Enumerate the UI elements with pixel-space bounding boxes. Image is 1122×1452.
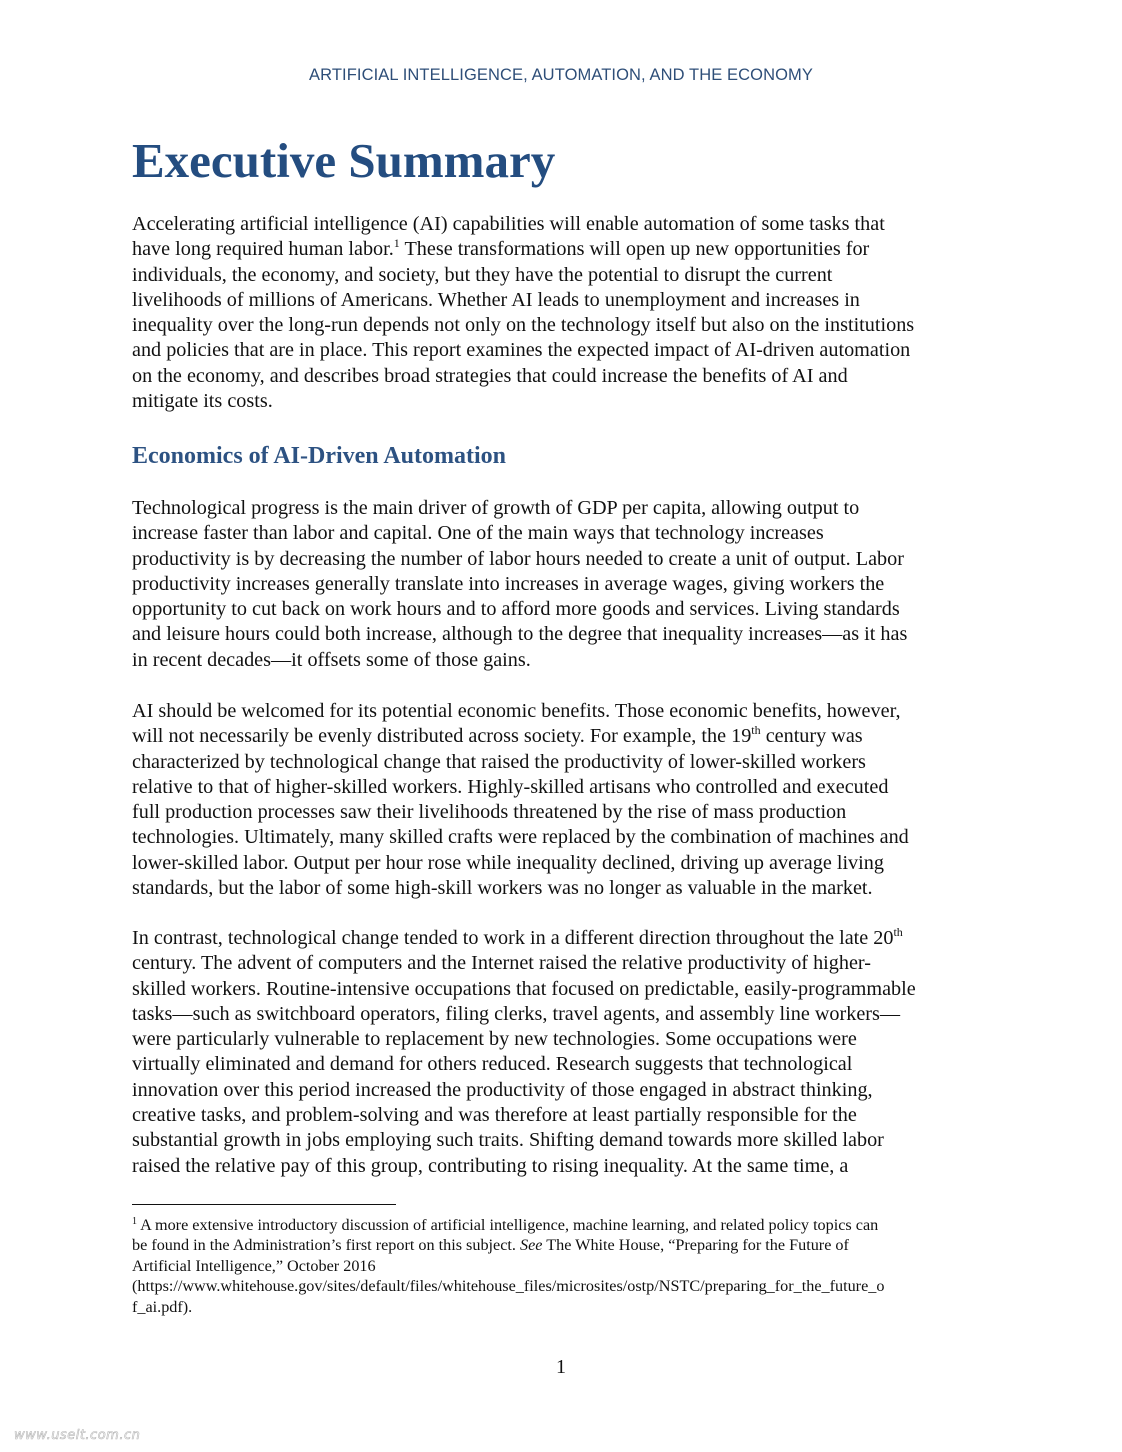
section-heading: Economics of AI-Driven Automation xyxy=(132,443,506,469)
text-line: skilled workers. Routine-intensive occupations that focused on predictable, easily-programmable xyxy=(132,977,916,1000)
ordinal-suffix: th xyxy=(751,723,761,738)
page-number: 1 xyxy=(556,1356,566,1378)
text-line: on the economy, and describes broad strategies that could increase the benefits of AI and xyxy=(132,364,848,387)
text-line: full production processes saw their livelihoods threatened by the rise of mass production xyxy=(132,801,847,824)
text-line: raised the relative pay of this group, contributing to rising inequality. At the same time, a xyxy=(132,1154,849,1177)
footnote-ref-1[interactable]: 1 xyxy=(393,236,400,251)
text-line: In contrast, technological change tended to work in a different direction throughout the late 20th xyxy=(132,925,903,949)
text-line: productivity is by decreasing the number of labor hours needed to create a unit of output. Labor xyxy=(132,547,904,570)
ordinal-suffix: th xyxy=(893,925,903,939)
text-line: opportunity to cut back on work hours and to afford more goods and services. Living standards xyxy=(132,598,900,621)
text-line: standards, but the labor of some high-skill workers was no longer as valuable in the market. xyxy=(132,877,873,900)
text-line: AI should be welcomed for its potential economic benefits. Those economic benefits, however, xyxy=(132,700,901,722)
text-line: in recent decades—it offsets some of those gains. xyxy=(132,648,531,671)
text-line: were particularly vulnerable to replacement by new technologies. Some occupations were xyxy=(132,1028,857,1051)
paragraph-20th-century xyxy=(132,926,1002,1179)
text-line: livelihoods of millions of Americans. Whether AI leads to unemployment and increases in xyxy=(132,288,860,311)
text-line: tasks—such as switchboard operators, filing clerks, travel agents, and assembly line workers— xyxy=(132,1002,901,1025)
text-line: Technological progress is the main driver of growth of GDP per capita, allowing output to xyxy=(132,497,860,519)
footnote-url[interactable]: (https://www.whitehouse.gov/sites/default/files/whitehouse_files/microsites/ostp/NSTC/preparing_for_the_future_o xyxy=(132,1277,885,1296)
text-line: and leisure hours could both increase, although to the degree that inequality increases—as it has xyxy=(132,623,908,646)
text-line: mitigate its costs. xyxy=(132,390,273,413)
footnote-number: 1 xyxy=(132,1216,137,1227)
text-line: $^1$ A more extensive introductory discussion of artificial intelligence, machine learning, and related policy topics can xyxy=(132,1216,879,1234)
text-line: creative tasks, and problem-solving and was therefore at least partially responsible for the xyxy=(132,1104,857,1127)
page-title: Executive Summary xyxy=(132,133,556,188)
footnote-1 xyxy=(132,1215,1002,1317)
text-line: and policies that are in place. This report examines the expected impact of AI-driven automation xyxy=(132,339,911,362)
text-line: be found in the Administration’s first report on this subject. See The White House, “Preparing for the Future of xyxy=(132,1236,849,1255)
text-line: technologies. Ultimately, many skilled crafts were replaced by the combination of machines and xyxy=(132,826,909,849)
running-header: ARTIFICIAL INTELLIGENCE, AUTOMATION, AND THE ECONOMY xyxy=(309,66,813,84)
text-line: productivity increases generally translate into increases in average wages, giving workers the xyxy=(132,572,885,595)
watermark: www.useit.com.cn xyxy=(14,1428,141,1443)
intro-paragraph xyxy=(132,212,1002,414)
text-line: Accelerating artificial intelligence (AI) capabilities will enable automation of some tasks that xyxy=(132,213,885,235)
text-line: century. The advent of computers and the Internet raised the relative productivity of higher- xyxy=(132,952,871,975)
text-line: virtually eliminated and demand for others reduced. Research suggests that technological xyxy=(132,1053,853,1076)
text-line: f_ai.pdf). xyxy=(132,1297,193,1316)
text-line: have long required human labor.$^1$ These transformations will open up new opportunities for xyxy=(132,236,870,261)
text-line: innovation over this period increased the productivity of those engaged in abstract thinking, xyxy=(132,1078,873,1101)
text-line: relative to that of higher-skilled workers. Highly-skilled artisans who controlled and executed xyxy=(132,775,889,798)
text-line: Artificial Intelligence,” October 2016 xyxy=(132,1256,376,1275)
text-line: increase faster than labor and capital. One of the main ways that technology increases xyxy=(132,522,824,545)
paragraph-19th-century xyxy=(132,699,1002,901)
text-line: substantial growth in jobs employing such traits. Shifting demand towards more skilled labor xyxy=(132,1129,884,1152)
text-line: inequality over the long-run depends not only on the technology itself but also on the institutions xyxy=(132,314,915,337)
text-line: individuals, the economy, and society, but they have the potential to disrupt the current xyxy=(132,263,833,286)
paragraph-growth xyxy=(132,496,1002,673)
footnote-divider xyxy=(132,1204,396,1205)
text-line: will not necessarily be evenly distributed across society. For example, the 19th century was xyxy=(132,723,863,748)
text-line: lower-skilled labor. Output per hour rose while inequality declined, driving up average living xyxy=(132,851,884,874)
text-line: characterized by technological change that raised the productivity of lower-skilled workers xyxy=(132,750,866,773)
